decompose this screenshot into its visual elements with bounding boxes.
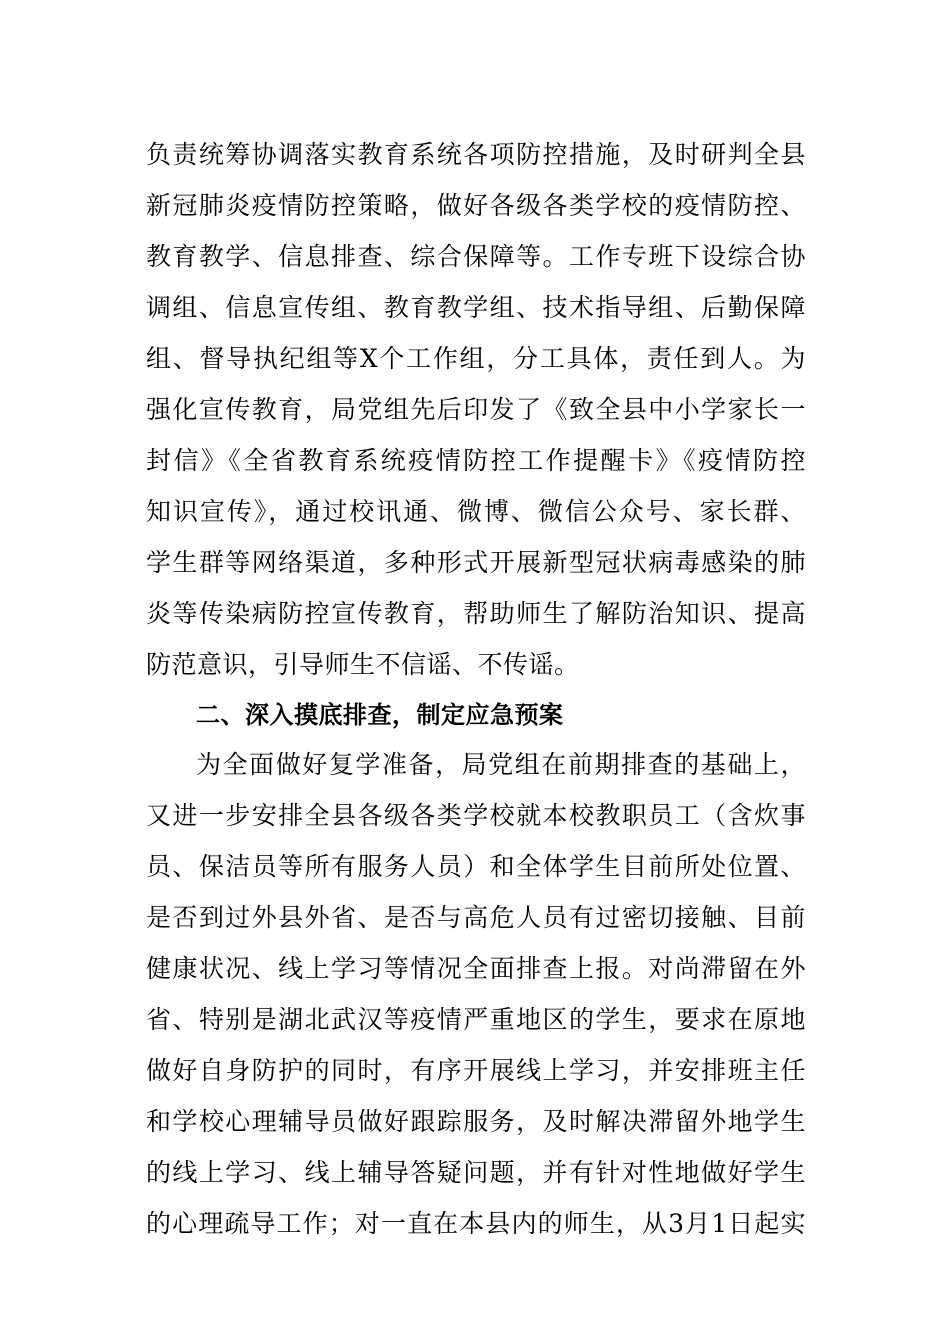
paragraph-1-line-3: 教育教学、信息排查、综合保障等。工作专班下设综合协: [146, 242, 806, 271]
paragraph-1-line-7: 封信》《全省教育系统疫情防控工作提醒卡》《疫情防控: [146, 446, 806, 475]
paragraph-1-line-10: 炎等传染病防控宣传教育，帮助师生了解防治知识、提高: [146, 599, 806, 628]
paragraph-1-line-11: 防范意识，引导师生不信谣、不传谣。: [146, 650, 580, 679]
paragraph-2-line-9: 的线上学习、线上辅导答疑问题，并有针对性地做好学生: [146, 1158, 806, 1187]
paragraph-1-line-2: 新冠肺炎疫情防控策略，做好各级各类学校的疫情防控、: [146, 191, 806, 220]
paragraph-2-line-5: 健康状况、线上学习等情况全面排查上报。对尚滞留在外: [146, 954, 806, 983]
section-heading: 二、深入摸底排查，制定应急预案: [196, 701, 564, 729]
paragraph-2-line-4: 是否到过外县外省、是否与高危人员有过密切接触、目前: [146, 903, 806, 932]
paragraph-1-line-8: 知识宣传》，通过校讯通、微博、微信公众号、家长群、: [146, 497, 806, 526]
paragraph-2-line-7: 做好自身防护的同时，有序开展线上学习，并安排班主任: [146, 1056, 806, 1085]
paragraph-2-line-1: 为全面做好复学准备，局党组在前期排查的基础上，: [196, 750, 806, 779]
paragraph-2-line-8: 和学校心理辅导员做好跟踪服务，及时解决滞留外地学生: [146, 1107, 806, 1136]
paragraph-1-line-4: 调组、信息宣传组、教育教学组、技术指导组、后勤保障: [146, 293, 806, 322]
paragraph-1-line-9: 学生群等网络渠道，多种形式开展新型冠状病毒感染的肺: [146, 548, 806, 577]
paragraph-2-line-6: 省、特别是湖北武汉等疫情严重地区的学生，要求在原地: [146, 1005, 806, 1034]
paragraph-1-line-1: 负责统筹协调落实教育系统各项防控措施，及时研判全县: [146, 140, 806, 169]
paragraph-1-line-5: 组、督导执纪组等X个工作组，分工具体，责任到人。为: [146, 344, 806, 373]
paragraph-1-line-6: 强化宣传教育，局党组先后印发了《致全县中小学家长一: [146, 395, 806, 424]
paragraph-2-line-2: 又进一步安排全县各级各类学校就本校教职员工（含炊事: [146, 801, 806, 830]
paragraph-2-line-3: 员、保洁员等所有服务人员）和全体学生目前所处位置、: [146, 852, 806, 881]
paragraph-2-line-10: 的心理疏导工作；对一直在本县内的师生，从3月1日起实: [146, 1209, 806, 1238]
